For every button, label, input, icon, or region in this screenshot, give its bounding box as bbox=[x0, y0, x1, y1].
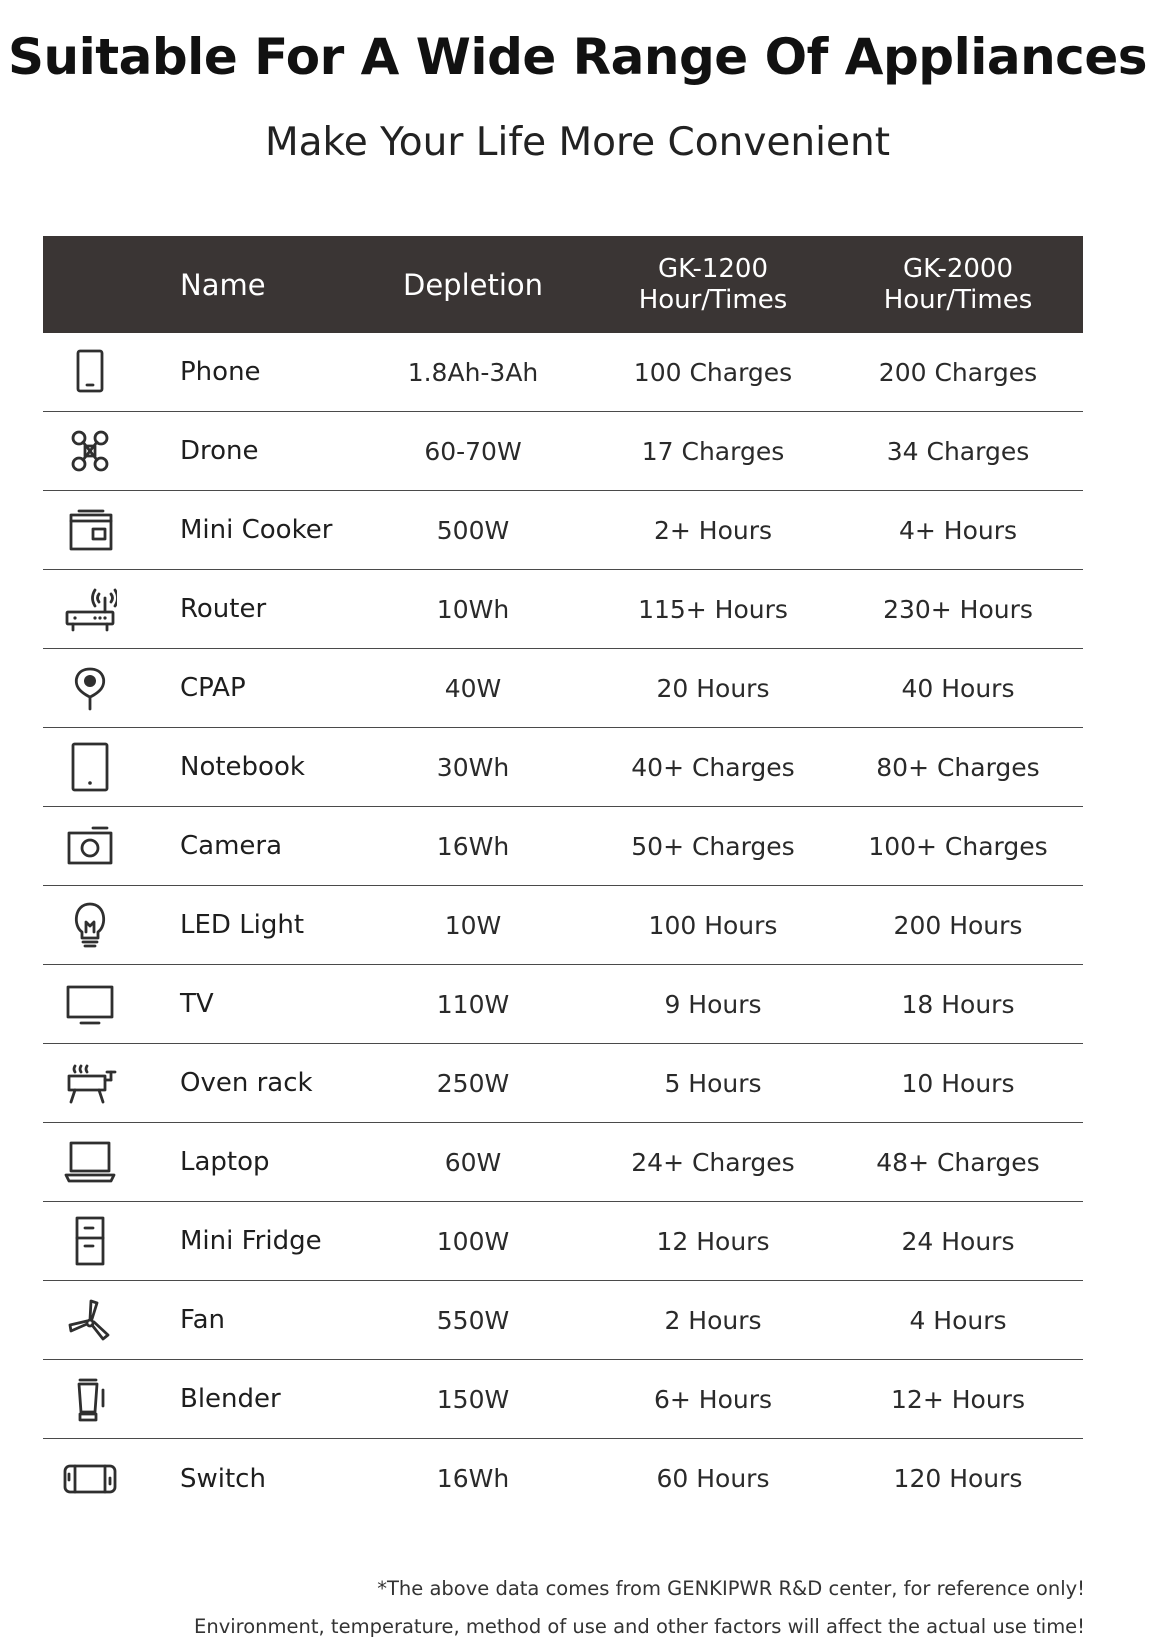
header-depletion: Depletion bbox=[402, 267, 544, 302]
row-gk1200: 24+ Charges bbox=[631, 1147, 795, 1177]
row-name: Camera bbox=[180, 831, 283, 861]
row-name: Oven rack bbox=[180, 1068, 313, 1098]
tv-icon bbox=[43, 965, 137, 1043]
row-name: LED Light bbox=[180, 910, 305, 940]
row-gk1200: 50+ Charges bbox=[631, 831, 795, 861]
notebook-icon bbox=[43, 728, 137, 806]
row-depletion: 60W bbox=[444, 1147, 502, 1177]
row-depletion: 500W bbox=[436, 515, 510, 545]
row-gk1200: 6+ Hours bbox=[653, 1384, 773, 1414]
row-depletion: 550W bbox=[436, 1305, 510, 1335]
row-gk1200: 40+ Charges bbox=[631, 752, 795, 782]
row-gk1200: 2+ Hours bbox=[653, 515, 773, 545]
header-gk1200-model: GK-1200 bbox=[657, 253, 769, 284]
header-name: Name bbox=[180, 267, 266, 302]
table-row bbox=[43, 728, 1083, 807]
row-name: Mini Cooker bbox=[180, 515, 333, 545]
row-gk2000: 18 Hours bbox=[901, 989, 1015, 1019]
oven-rack-icon bbox=[43, 1044, 137, 1122]
table-row bbox=[43, 1281, 1083, 1360]
row-name: Notebook bbox=[180, 752, 305, 782]
header-gk2000-unit: Hour/Times bbox=[883, 284, 1033, 315]
header-gk1200 bbox=[613, 236, 813, 333]
cpap-icon bbox=[43, 649, 137, 727]
switch-icon bbox=[43, 1439, 137, 1518]
table-body bbox=[43, 333, 1083, 1518]
row-name: TV bbox=[180, 989, 214, 1019]
row-name: CPAP bbox=[180, 673, 246, 703]
router-icon bbox=[43, 570, 137, 648]
row-name: Router bbox=[180, 594, 267, 624]
laptop-icon bbox=[43, 1123, 137, 1201]
footnote-source: *The above data comes from GENKIPWR R&D center, for reference only! bbox=[377, 1577, 1085, 1600]
footnote-disclaimer: Environment, temperature, method of use and other factors will affect the actual use time! bbox=[194, 1615, 1085, 1638]
row-gk1200: 115+ Hours bbox=[638, 594, 788, 624]
header-icon-cell bbox=[43, 236, 137, 333]
table-row bbox=[43, 1360, 1083, 1439]
mini-fridge-icon bbox=[43, 1202, 137, 1280]
row-gk2000: 34 Charges bbox=[886, 436, 1030, 466]
row-gk2000: 120 Hours bbox=[893, 1464, 1023, 1493]
page-subtitle: Make Your Life More Convenient bbox=[265, 120, 890, 165]
row-depletion: 10Wh bbox=[436, 594, 510, 624]
table-row bbox=[43, 886, 1083, 965]
row-gk1200: 100 Charges bbox=[633, 357, 793, 387]
row-name: Switch bbox=[180, 1463, 266, 1494]
row-name: Drone bbox=[180, 436, 259, 466]
row-gk2000: 12+ Hours bbox=[891, 1384, 1025, 1414]
table-row bbox=[43, 1202, 1083, 1281]
row-depletion: 1.8Ah-3Ah bbox=[407, 357, 539, 387]
row-gk2000: 100+ Charges bbox=[868, 831, 1048, 861]
drone-icon bbox=[43, 412, 137, 490]
row-gk1200: 2 Hours bbox=[664, 1305, 762, 1335]
row-name: Phone bbox=[180, 357, 261, 387]
table-row bbox=[43, 570, 1083, 649]
row-name: Blender bbox=[180, 1384, 281, 1414]
row-gk1200: 17 Charges bbox=[641, 436, 785, 466]
row-gk1200: 100 Hours bbox=[648, 910, 778, 940]
table-row bbox=[43, 965, 1083, 1044]
page-title: Suitable For A Wide Range Of Appliances bbox=[8, 28, 1147, 86]
row-gk1200: 60 Hours bbox=[656, 1464, 770, 1493]
row-gk2000: 24 Hours bbox=[901, 1226, 1015, 1256]
row-depletion: 250W bbox=[436, 1068, 510, 1098]
camera-icon bbox=[43, 807, 137, 885]
row-gk2000: 200 Charges bbox=[878, 357, 1038, 387]
header-gk2000-model: GK-2000 bbox=[902, 253, 1014, 284]
row-gk2000: 230+ Hours bbox=[883, 594, 1033, 624]
row-gk1200: 5 Hours bbox=[664, 1068, 762, 1098]
table-row bbox=[43, 1439, 1083, 1518]
mini-cooker-icon bbox=[43, 491, 137, 569]
row-gk1200: 9 Hours bbox=[664, 989, 762, 1019]
row-gk1200: 20 Hours bbox=[656, 673, 770, 703]
row-depletion: 16Wh bbox=[436, 831, 510, 861]
table-row bbox=[43, 1123, 1083, 1202]
phone-icon bbox=[43, 333, 137, 411]
row-gk2000: 48+ Charges bbox=[876, 1147, 1040, 1177]
table-header bbox=[43, 236, 1083, 333]
header-gk2000 bbox=[858, 236, 1058, 333]
table-row bbox=[43, 333, 1083, 412]
row-gk2000: 200 Hours bbox=[893, 910, 1023, 940]
row-gk1200: 12 Hours bbox=[656, 1226, 770, 1256]
table-row bbox=[43, 491, 1083, 570]
row-depletion: 60-70W bbox=[424, 436, 522, 466]
row-depletion: 100W bbox=[436, 1226, 510, 1256]
row-depletion: 150W bbox=[436, 1384, 510, 1414]
table-row bbox=[43, 412, 1083, 491]
row-gk2000: 40 Hours bbox=[901, 673, 1015, 703]
row-gk2000: 80+ Charges bbox=[876, 752, 1040, 782]
row-depletion: 10W bbox=[444, 910, 502, 940]
row-name: Laptop bbox=[180, 1147, 270, 1177]
row-gk2000: 4 Hours bbox=[909, 1305, 1007, 1335]
fan-icon bbox=[43, 1281, 137, 1359]
table-row bbox=[43, 1044, 1083, 1123]
appliance-table bbox=[43, 236, 1083, 1518]
blender-icon bbox=[43, 1360, 137, 1438]
table-row bbox=[43, 649, 1083, 728]
header-gk1200-unit: Hour/Times bbox=[638, 284, 788, 315]
row-name: Fan bbox=[180, 1305, 225, 1335]
row-gk2000: 4+ Hours bbox=[898, 515, 1018, 545]
row-gk2000: 10 Hours bbox=[901, 1068, 1015, 1098]
row-depletion: 40W bbox=[444, 673, 502, 703]
row-name: Mini Fridge bbox=[180, 1226, 322, 1256]
row-depletion: 110W bbox=[436, 989, 510, 1019]
led-light-icon bbox=[43, 886, 137, 964]
row-depletion: 30Wh bbox=[436, 752, 510, 782]
table-row bbox=[43, 807, 1083, 886]
row-depletion: 16Wh bbox=[436, 1464, 510, 1493]
